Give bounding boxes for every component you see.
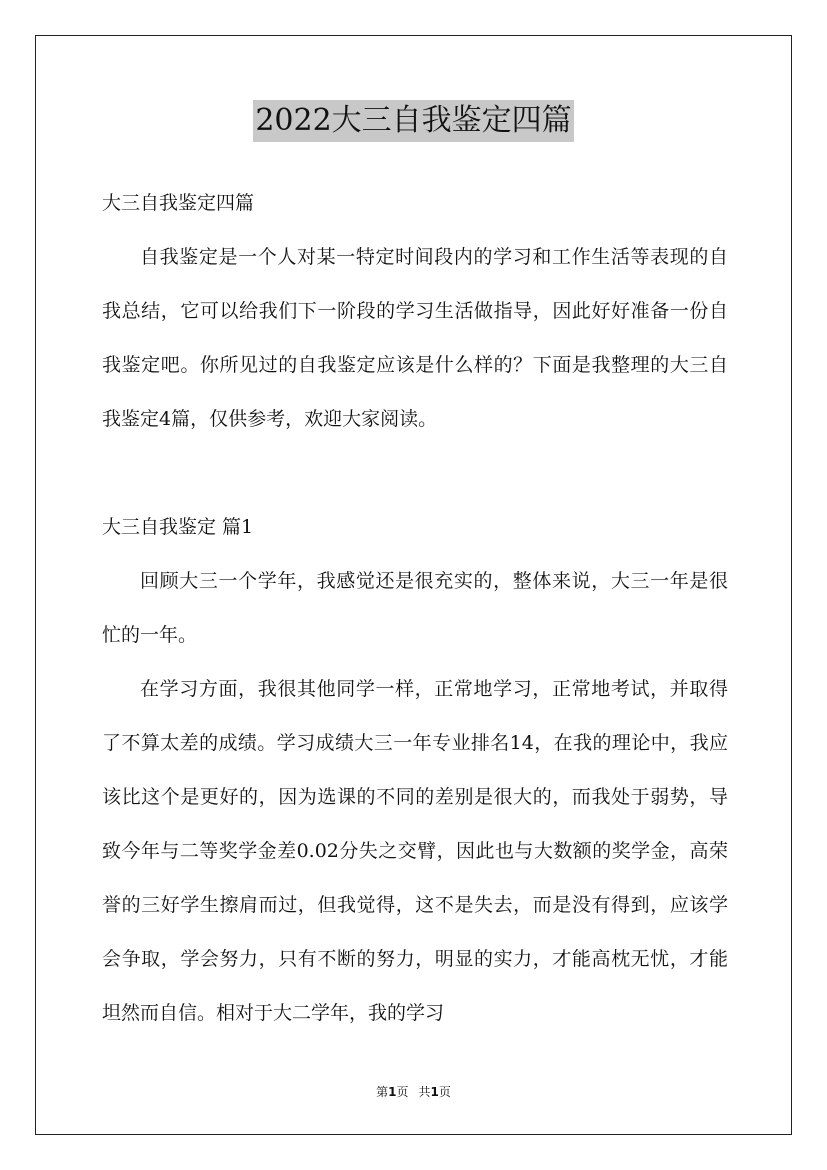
paragraph-spacer — [102, 446, 728, 500]
total-suffix: 页 — [438, 1085, 451, 1099]
page-prefix: 第 — [376, 1085, 389, 1099]
document-subtitle: 大三自我鉴定四篇 — [102, 192, 255, 214]
page-footer — [0, 1083, 827, 1101]
section-paragraph-2: 在学习方面，我很其他同学一样，正常地学习，正常地考试，并取得了不算太差的成绩。学习成绩大三一年专业排名14，在我的理论中，我应该比这个是更好的，因为选课的不同的差别是很大的，而我处于弱势，导致今年与二等奖学金差0.02分失之交臂，因此也与大数额的奖学金，高荣誉的三好学生擦肩而过，但我觉得，这不是失去，而是没有得到，应该学会争取，学会努力，只有不断的努力，明显的实力，才能高枕无忧，才能坦然而自信。相对于大二学年，我的学习 — [102, 678, 728, 1024]
section-paragraph-1: 回顾大三一个学年，我感觉还是很充实的，整体来说，大三一年是很忙的一年。 — [102, 570, 728, 646]
document-body — [102, 176, 728, 1040]
title-container — [0, 100, 827, 142]
page-suffix: 页 — [396, 1085, 409, 1099]
page-current-number: 1 — [388, 1085, 397, 1099]
document-title: 2022大三自我鉴定四篇 — [253, 100, 573, 142]
section-heading: 大三自我鉴定 篇1 — [102, 516, 254, 538]
page-total-number: 1 — [430, 1085, 439, 1099]
total-prefix: 共 — [418, 1085, 431, 1099]
intro-paragraph: 自我鉴定是一个人对某一特定时间段内的学习和工作生活等表现的自我总结，它可以给我们下一阶段的学习生活做指导，因此好好准备一份自我鉴定吧。你所见过的自我鉴定应该是什么样的？下面是我整理的大三自我鉴定4篇，仅供参考，欢迎大家阅读。 — [102, 246, 728, 430]
